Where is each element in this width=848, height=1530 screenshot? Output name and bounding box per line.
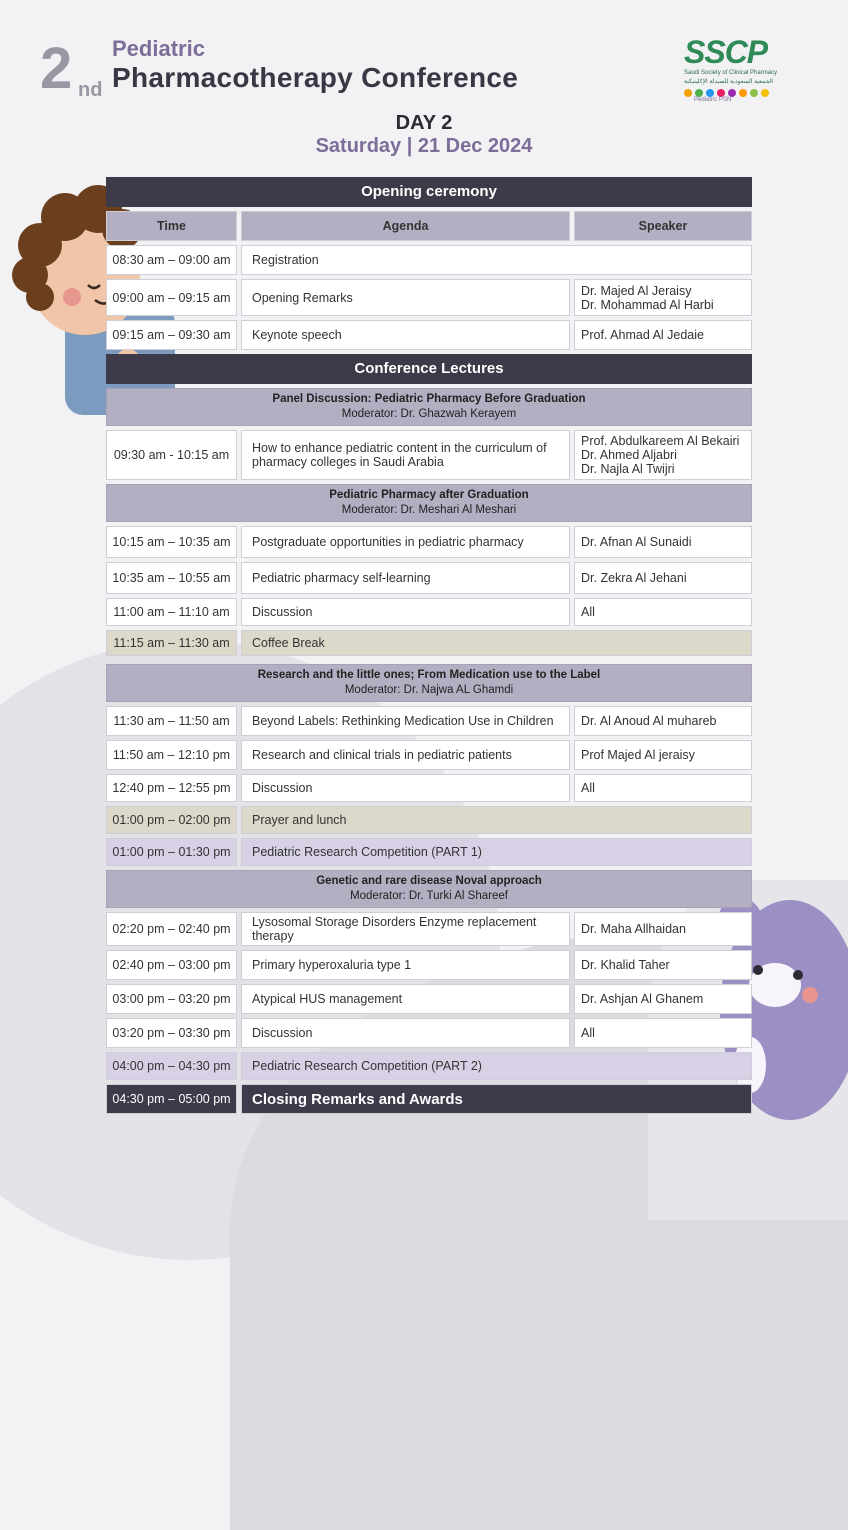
- table-row: [106, 430, 752, 480]
- time-cell: 11:50 am – 12:10 pm: [106, 740, 237, 770]
- speaker-name: Prof Majed Al jeraisy: [581, 748, 695, 762]
- break-label: Coffee Break: [241, 630, 752, 656]
- prayer-label: Prayer and lunch: [241, 806, 752, 834]
- agenda-cell: Postgraduate opportunities in pediatric pharmacy: [241, 526, 570, 558]
- agenda-column-header: Agenda: [241, 211, 570, 241]
- speaker-cell: [574, 984, 752, 1014]
- time-cell: 09:15 am – 09:30 am: [106, 320, 237, 350]
- agenda-cell: Beyond Labels: Rethinking Medication Use in Children: [241, 706, 570, 736]
- schedule: [106, 177, 752, 1118]
- agenda-cell: Pediatric pharmacy self-learning: [241, 562, 570, 594]
- time-cell: 09:00 am – 09:15 am: [106, 279, 237, 316]
- title-line-2: Pharmacotherapy Conference: [112, 62, 519, 93]
- table-row: [106, 950, 752, 980]
- session-moderator: Moderator: Dr. Ghazwah Kerayem: [341, 408, 517, 420]
- sscp-logo: [684, 36, 808, 103]
- speaker-cell: [574, 912, 752, 946]
- logo-org-en: Saudi Society of Clinical Pharmacy: [684, 70, 778, 76]
- day-label: DAY 2: [395, 112, 453, 134]
- table-row: [106, 912, 752, 946]
- agenda-cell: Lysosomal Storage Disorders Enzyme replacement therapy: [241, 912, 570, 946]
- edition-num: 2: [40, 36, 73, 101]
- speaker-name: Dr. Zekra Al Jehani: [581, 571, 687, 585]
- conference-lectures-header: Conference Lectures: [106, 354, 752, 384]
- table-row: [106, 526, 752, 558]
- speaker-cell: [574, 526, 752, 558]
- table-row: [106, 984, 752, 1014]
- speaker-cell: [574, 279, 752, 316]
- time-cell: 12:40 pm – 12:55 pm: [106, 774, 237, 802]
- logo-figures-icon: [684, 89, 808, 97]
- break-row: [106, 630, 752, 656]
- edition-suffix: nd: [78, 79, 103, 101]
- time-cell: 11:30 am – 11:50 am: [106, 706, 237, 736]
- time-cell: 09:30 am - 10:15 am: [106, 430, 237, 480]
- speaker-cell: [574, 562, 752, 594]
- time-cell: 11:15 am – 11:30 am: [106, 630, 237, 656]
- speaker-name: Dr. Afnan Al Sunaidi: [581, 535, 692, 549]
- time-cell: 01:00 pm – 02:00 pm: [106, 806, 237, 834]
- speaker-name: Dr. Mohammad Al Harbi: [581, 297, 714, 312]
- table-row: [106, 562, 752, 594]
- date-label: Saturday | 21 Dec 2024: [315, 135, 533, 157]
- speaker-name: Dr. Al Anoud Al muhareb: [581, 714, 717, 728]
- session-header: [106, 388, 752, 426]
- time-cell: 11:00 am – 11:10 am: [106, 598, 237, 626]
- time-cell: 02:20 pm – 02:40 pm: [106, 912, 237, 946]
- session-title: Panel Discussion: Pediatric Pharmacy Before Graduation: [272, 393, 586, 405]
- table-row: [106, 245, 752, 275]
- session-header: [106, 870, 752, 908]
- session-title: Research and the little ones; From Medication use to the Label: [257, 669, 601, 681]
- speaker-cell: [574, 598, 752, 626]
- session-header: [106, 484, 752, 522]
- session-moderator: Moderator: Dr. Meshari Al Meshari: [341, 504, 517, 516]
- logo-network: Pediatric PSN: [694, 97, 732, 104]
- session-moderator: Moderator: Dr. Turki Al Shareef: [350, 890, 508, 902]
- closing-label: Closing Remarks and Awards: [241, 1084, 752, 1114]
- column-headers: [106, 211, 752, 241]
- speaker-name: Dr. Ashjan Al Ghanem: [581, 992, 704, 1006]
- session-moderator: Moderator: Dr. Najwa AL Ghamdi: [344, 684, 514, 696]
- table-row: [106, 774, 752, 802]
- speaker-cell: [574, 320, 752, 350]
- table-row: [106, 598, 752, 626]
- agenda-cell: Registration: [241, 245, 752, 275]
- table-row: [106, 706, 752, 736]
- speaker-name: Dr. Khalid Taher: [581, 958, 670, 972]
- prayer-row: [106, 806, 752, 834]
- session-header: [106, 664, 752, 702]
- time-column-header: Time: [106, 211, 237, 241]
- speaker-cell: [574, 950, 752, 980]
- speaker-name: Dr. Maha Allhaidan: [581, 922, 686, 936]
- time-cell: 02:40 pm – 03:00 pm: [106, 950, 237, 980]
- time-cell: 10:15 am – 10:35 am: [106, 526, 237, 558]
- time-cell: 03:00 pm – 03:20 pm: [106, 984, 237, 1014]
- competition-label: Pediatric Research Competition (PART 1): [241, 838, 752, 866]
- agenda-cell: Primary hyperoxaluria type 1: [241, 950, 570, 980]
- closing-row: [106, 1084, 752, 1114]
- logo-org-ar: الجمعية السعودية للصيدلة الإكلينيكية: [684, 79, 773, 86]
- speaker-cell: [574, 774, 752, 802]
- time-cell: 01:00 pm – 01:30 pm: [106, 838, 237, 866]
- speaker-cell: [574, 706, 752, 736]
- agenda-cell: Keynote speech: [241, 320, 570, 350]
- table-row: [106, 740, 752, 770]
- logo-text: SSCP: [684, 34, 768, 70]
- speaker-name: Prof. Ahmad Al Jedaie: [581, 328, 704, 342]
- time-cell: 04:30 pm – 05:00 pm: [106, 1084, 237, 1114]
- speaker-name: Prof. Abdulkareem Al Bekairi: [581, 434, 740, 448]
- agenda-cell: Research and clinical trials in pediatric patients: [241, 740, 570, 770]
- agenda-cell: How to enhance pediatric content in the curriculum of pharmacy colleges in Saudi Arabia: [241, 430, 570, 480]
- agenda-cell: Atypical HUS management: [241, 984, 570, 1014]
- competition-label: Pediatric Research Competition (PART 2): [241, 1052, 752, 1080]
- table-row: [106, 320, 752, 350]
- speaker-column-header: Speaker: [574, 211, 752, 241]
- speaker-cell: [574, 740, 752, 770]
- agenda-cell: Discussion: [241, 1018, 570, 1048]
- speaker-name: Dr. Majed Al Jeraisy: [581, 283, 692, 298]
- time-cell: 03:20 pm – 03:30 pm: [106, 1018, 237, 1048]
- title-line-1: Pediatric: [112, 36, 205, 61]
- opening-ceremony-header: Opening ceremony: [106, 177, 752, 207]
- table-row: [106, 279, 752, 316]
- time-cell: 08:30 am – 09:00 am: [106, 245, 237, 275]
- session-title: Pediatric Pharmacy after Graduation: [329, 489, 529, 501]
- agenda-cell: Opening Remarks: [241, 279, 570, 316]
- time-cell: 10:35 am – 10:55 am: [106, 562, 237, 594]
- time-cell: 04:00 pm – 04:30 pm: [106, 1052, 237, 1080]
- speaker-cell: [574, 430, 752, 480]
- speaker-name: All: [581, 781, 595, 795]
- speaker-name: Dr. Najla Al Twijri: [581, 462, 675, 476]
- agenda-cell: Discussion: [241, 774, 570, 802]
- competition-row: [106, 838, 752, 866]
- edition-number: [40, 36, 103, 101]
- table-row: [106, 1018, 752, 1048]
- speaker-name: All: [581, 605, 595, 619]
- competition-row: [106, 1052, 752, 1080]
- speaker-name: Dr. Ahmed Aljabri: [581, 448, 677, 462]
- session-title: Genetic and rare disease Noval approach: [316, 875, 542, 887]
- speaker-name: All: [581, 1026, 595, 1040]
- speaker-cell: [574, 1018, 752, 1048]
- agenda-cell: Discussion: [241, 598, 570, 626]
